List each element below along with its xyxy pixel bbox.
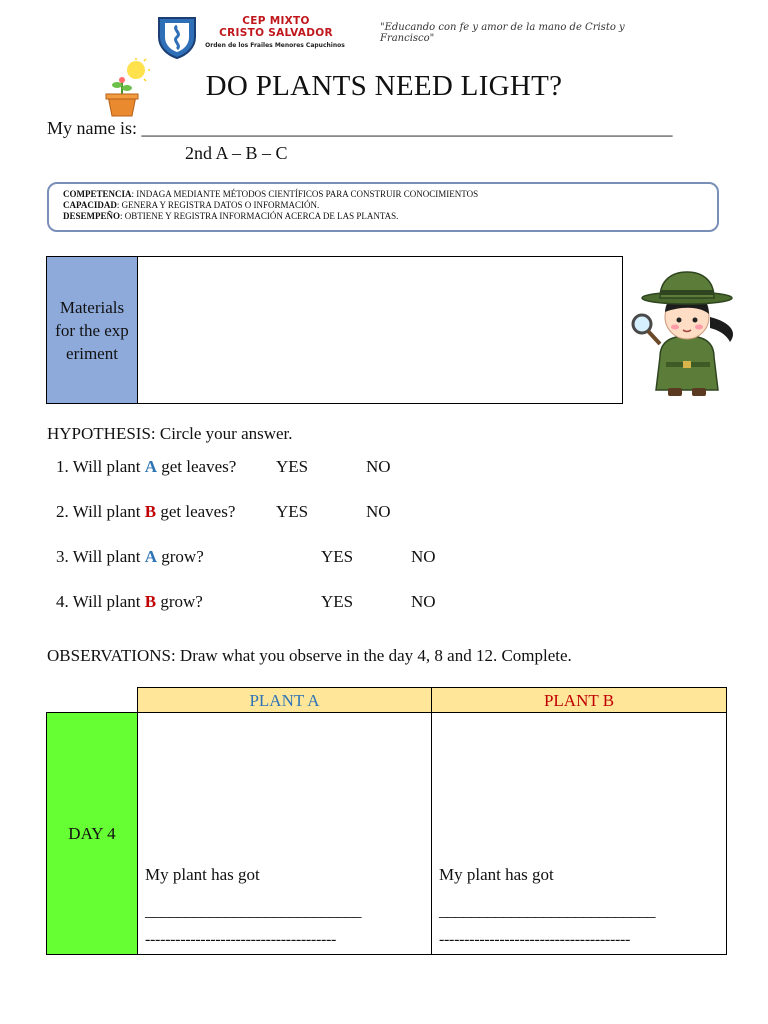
school-name bbox=[212, 15, 340, 39]
question-text-post: grow? bbox=[157, 547, 204, 566]
day-4-label-cell bbox=[46, 712, 138, 955]
question-text-post: grow? bbox=[156, 592, 203, 611]
question-number: 2. bbox=[56, 502, 69, 521]
plant-a-header: PLANT A bbox=[137, 687, 432, 713]
hypothesis-question-2 bbox=[56, 502, 235, 522]
day-label: DAY 4 bbox=[68, 823, 116, 843]
plant-b-header: PLANT B bbox=[431, 687, 727, 713]
plant-label: B bbox=[144, 592, 157, 611]
detective-girl-illustration bbox=[630, 262, 745, 400]
answer-line[interactable]: ___________________________ bbox=[145, 901, 361, 920]
hypothesis-question-4 bbox=[56, 592, 203, 612]
answer-yes[interactable]: YES bbox=[321, 592, 354, 611]
question-text-pre: Will plant bbox=[72, 547, 145, 566]
answer-no[interactable]: NO bbox=[411, 592, 436, 611]
cell-prompt: My plant has got bbox=[439, 865, 554, 884]
plant-a-day-4-cell[interactable] bbox=[137, 712, 432, 955]
question-text-pre: Will plant bbox=[72, 592, 145, 611]
plant-label: A bbox=[144, 547, 158, 566]
school-name-line1: CEP MIXTO bbox=[242, 15, 310, 27]
competency-box bbox=[47, 182, 719, 232]
cell-prompt: My plant has got bbox=[145, 865, 260, 884]
answer-line[interactable]: ___________________________ bbox=[439, 901, 655, 920]
capacidad-text: : GENERA Y REGISTRA DATOS O INFORMACIÓN. bbox=[116, 200, 320, 210]
answer-dash-line[interactable]: -------------------------------------- bbox=[145, 931, 337, 948]
question-number: 4. bbox=[56, 592, 69, 611]
question-text-post: get leaves? bbox=[157, 457, 237, 476]
school-name-line2: CRISTO SALVADOR bbox=[219, 27, 333, 39]
answer-yes[interactable]: YES bbox=[321, 547, 354, 566]
answer-no[interactable]: NO bbox=[366, 502, 391, 521]
answer-yes[interactable]: YES bbox=[276, 502, 309, 521]
plant-label: B bbox=[144, 502, 157, 521]
question-number: 3. bbox=[56, 547, 69, 566]
worksheet-title: DO PLANTS NEED LIGHT? bbox=[205, 70, 563, 102]
capacidad-label: CAPACIDAD bbox=[63, 200, 117, 210]
school-subtitle: Orden de los Frailes Menores Capuchinos bbox=[205, 42, 345, 49]
hypothesis-title: HYPOTHESIS: Circle your answer. bbox=[47, 424, 293, 443]
question-text-pre: Will plant bbox=[72, 502, 145, 521]
plant-b-day-4-cell[interactable] bbox=[431, 712, 727, 955]
observations-title: OBSERVATIONS: Draw what you observe in the day 4, 8 and 12. Complete. bbox=[47, 646, 572, 665]
question-text-pre: Will plant bbox=[72, 457, 145, 476]
capacidad-row bbox=[63, 200, 717, 211]
school-motto: "Educando con fe y amor de la mano de Cristo y Francisco" bbox=[380, 22, 625, 44]
materials-table bbox=[46, 256, 623, 404]
answer-no[interactable]: NO bbox=[411, 547, 436, 566]
desempeno-label: DESEMPEÑO bbox=[63, 211, 121, 221]
name-field-line[interactable]: My name is: ___________________________________________________________ bbox=[47, 118, 673, 138]
answer-yes[interactable]: YES bbox=[276, 457, 309, 476]
competencia-row bbox=[63, 189, 717, 200]
materials-answer-area[interactable] bbox=[138, 257, 622, 403]
answer-no[interactable]: NO bbox=[366, 457, 391, 476]
answer-dash-line[interactable]: -------------------------------------- bbox=[439, 931, 631, 948]
hypothesis-question-1 bbox=[56, 457, 236, 477]
materials-label-cell bbox=[47, 257, 138, 403]
competencia-label: COMPETENCIA bbox=[63, 189, 132, 199]
desempeno-text: : OBTIENE Y REGISTRA INFORMACIÓN ACERCA DE LAS PLANTAS. bbox=[120, 211, 399, 221]
competencia-text: : INDAGA MEDIANTE MÉTODOS CIENTÍFICOS PARA CONSTRUIR CONOCIMIENTOS bbox=[131, 189, 479, 199]
desempeno-row bbox=[63, 211, 717, 222]
question-text-post: get leaves? bbox=[156, 502, 236, 521]
question-number: 1. bbox=[56, 457, 69, 476]
hypothesis-question-3 bbox=[56, 547, 204, 567]
plant-label: A bbox=[144, 457, 158, 476]
materials-label: Materials for the experiment bbox=[55, 297, 129, 363]
school-shield-logo bbox=[156, 15, 198, 59]
grade-sections: 2nd A – B – C bbox=[185, 143, 288, 163]
